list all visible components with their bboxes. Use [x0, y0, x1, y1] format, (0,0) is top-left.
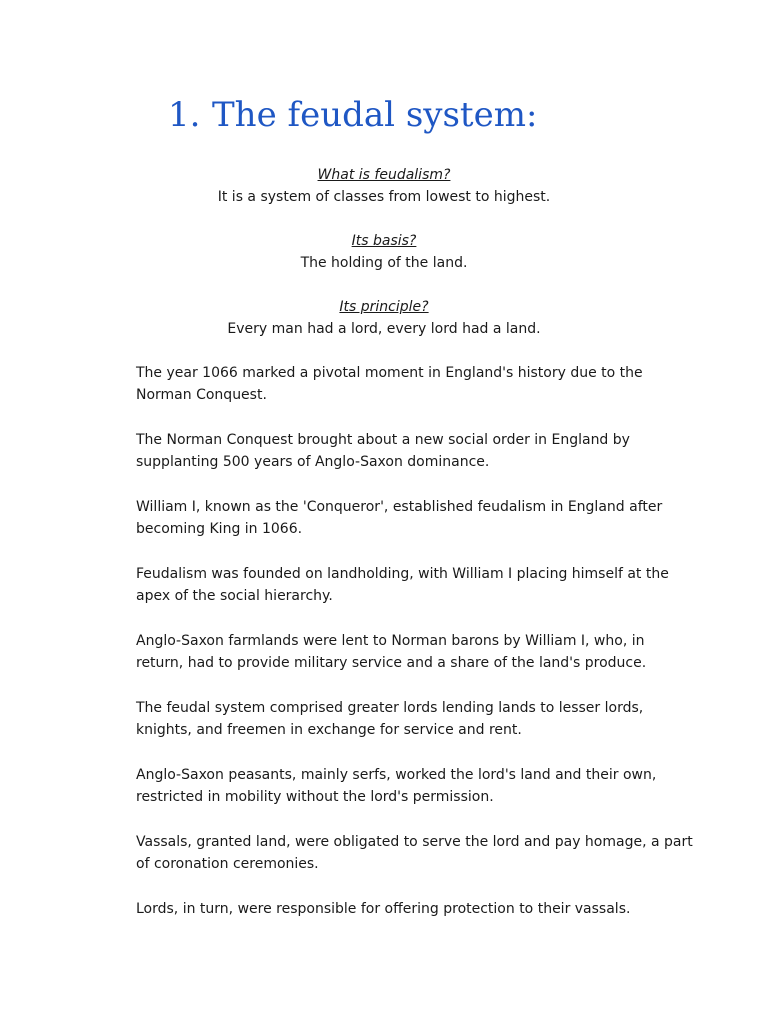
- answer-text: Every man had a lord, every lord had a land.: [227, 321, 541, 337]
- answer-text: It is a system of classes from lowest to highest.: [217, 189, 551, 205]
- heading-number: 1.: [168, 95, 201, 135]
- paragraph: Feudalism was founded on landholding, with William I placing himself at the apex of the social hierarchy.: [136, 566, 669, 604]
- paragraph: The Norman Conquest brought about a new social order in England by supplanting 500 years of Anglo-Saxon dominance.: [136, 432, 630, 470]
- question-text: Its basis?: [351, 233, 417, 249]
- answer-text: The holding of the land.: [300, 255, 468, 271]
- paragraph: Anglo-Saxon peasants, mainly serfs, worked the lord's land and their own, restricted in mobility without the lord's permission.: [136, 767, 657, 805]
- section-heading: [168, 92, 537, 138]
- paragraph: William I, known as the 'Conqueror', established feudalism in England after becoming King in 1066.: [136, 499, 663, 537]
- paragraph: Vassals, granted land, were obligated to serve the lord and pay homage, a part of coronation ceremonies.: [136, 834, 693, 872]
- heading-title: The feudal system:: [212, 95, 538, 135]
- question-text: Its principle?: [339, 299, 429, 315]
- paragraph: Anglo-Saxon farmlands were lent to Norman barons by William I, who, in return, had to provide military service and a share of the land's produce.: [136, 633, 647, 671]
- paragraph: The year 1066 marked a pivotal moment in England's history due to the Norman Conquest.: [136, 365, 643, 403]
- paragraph: The feudal system comprised greater lords lending lands to lesser lords, knights, and freemen in exchange for service and rent.: [136, 700, 644, 738]
- qa-block-principle: [0, 296, 768, 340]
- qa-block-basis: [0, 230, 768, 274]
- qa-block-feudalism: [0, 164, 768, 208]
- question-text: What is feudalism?: [317, 167, 451, 183]
- paragraph: Lords, in turn, were responsible for offering protection to their vassals.: [136, 901, 631, 917]
